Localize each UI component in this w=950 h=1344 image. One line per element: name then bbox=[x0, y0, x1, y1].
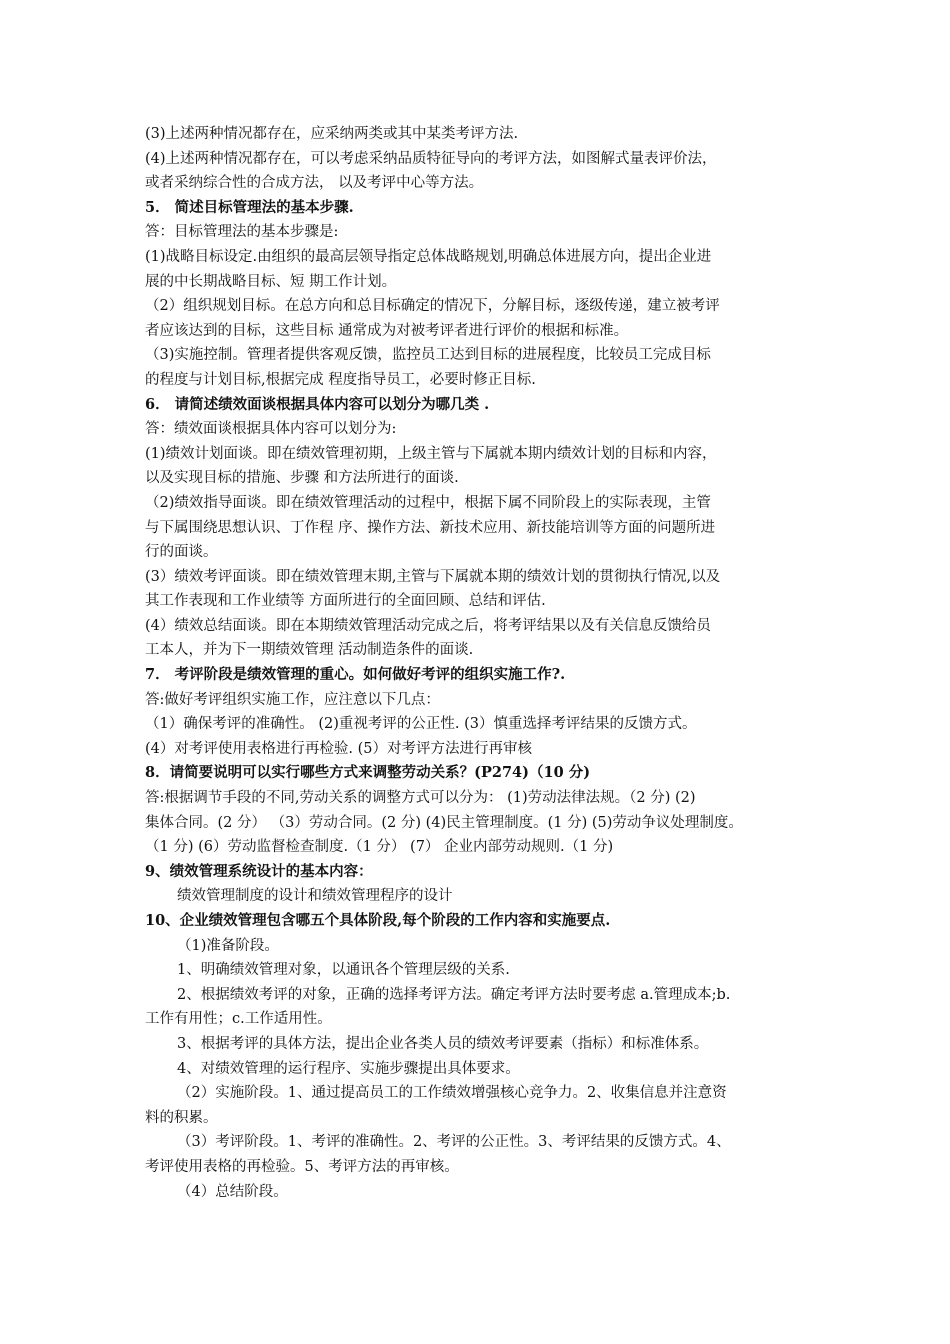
text-line: 1、明确绩效管理对象，以通讯各个管理层级的关系. bbox=[177, 962, 510, 979]
text-line: 集体合同。(2 分） （3）劳动合同。(2 分) (4)民主管理制度。(1 分) (5)劳动争议处理制度。 bbox=[145, 814, 743, 831]
text-line: 其工作表现和工作业绩等 方面所进行的全面回顾、总结和评估. bbox=[145, 593, 546, 610]
text-line: （2）实施阶段。1、通过提高员工的工作绩效增强核心竞争力。2、收集信息并注意资 bbox=[177, 1085, 727, 1102]
text-line: （1)准备阶段。 bbox=[177, 937, 279, 954]
text-line: （1 分) (6）劳动监督检查制度.（1 分） (7） 企业内部劳动规则.（1 分) bbox=[145, 839, 614, 856]
text-line: 工本人，并为下一期绩效管理 活动制造条件的面谈. bbox=[145, 642, 474, 659]
text-line: （1）确保考评的准确性。 (2)重视考评的公正性. (3）慎重选择考评结果的反馈方式。 bbox=[145, 716, 697, 733]
text-line: (3)上述两种情况都存在，应采纳两类或其中某类考评方法. bbox=[145, 126, 519, 142]
question-heading: 7． 考评阶段是绩效管理的重心。如何做好考评的组织实施工作?. bbox=[145, 666, 566, 684]
text-line: (4）绩效总结面谈。即在本期绩效管理活动完成之后，将考评结果以及有关信息反馈给员 bbox=[145, 617, 711, 634]
text-line: （2）组织规划目标。在总方向和总目标确定的情况下，分解目标，逐级传递，建立被考评 bbox=[145, 298, 720, 315]
text-line: (1)战略目标设定.由组织的最高层领导指定总体战略规划,明确总体进展方向，提出企业进 bbox=[145, 248, 712, 265]
text-line: （3）考评阶段。1、考评的准确性。2、考评的公正性。3、考评结果的反馈方式。4、 bbox=[177, 1134, 731, 1151]
text-line: 工作有用性；c.工作适用性。 bbox=[145, 1011, 332, 1028]
text-line: （3)实施控制。管理者提供客观反馈，监控员工达到目标的进展程度，比较员工完成目标 bbox=[145, 347, 711, 364]
text-line: 答:做好考评组织实施工作，应注意以下几点： bbox=[145, 691, 440, 708]
text-line: (1)绩效计划面谈。即在绩效管理初期，上级主管与下属就本期内绩效计划的目标和内容， bbox=[145, 445, 717, 462]
text-line: 答：绩效面谈根据具体内容可以划分为: bbox=[145, 421, 397, 438]
text-line: (4)上述两种情况都存在，可以考虑采纳品质特征导向的考评方法，如图解式量表评价法， bbox=[145, 150, 717, 167]
text-line: 或者采纳综合性的合成方法， 以及考评中心等方法。 bbox=[145, 175, 484, 192]
text-line: (4）对考评使用表格进行再检验. (5）对考评方法进行再审核 bbox=[145, 740, 532, 757]
text-line: 的程度与计划目标,根据完成 程度指导员工，必要时修正目标. bbox=[145, 371, 536, 388]
text-line: 考评使用表格的再检验。5、考评方法的再审核。 bbox=[145, 1158, 459, 1175]
document-page bbox=[145, 122, 825, 1204]
text-line: 答:根据调节手段的不同,劳动关系的调整方式可以分为： (1)劳动法律法规。（2 分) (2) bbox=[145, 790, 696, 807]
text-line: 者应该达到的目标，这些目标 通常成为对被考评者进行评价的根据和标准。 bbox=[145, 322, 629, 339]
text-line: 与下属围绕思想认识、丁作程 序、操作方法、新技术应用、新技能培训等方面的问题所进 bbox=[145, 519, 716, 536]
text-line: （2)绩效指导面谈。即在绩效管理活动的过程中，根据下属不同阶段上的实际表现，主管 bbox=[145, 494, 711, 511]
text-line: 绩效管理制度的设计和绩效管理程序的设计 bbox=[177, 888, 453, 905]
text-line: (3）绩效考评面谈。即在绩效管理末期,主管与下属就本期的绩效计划的贯彻执行情况,以及 bbox=[145, 568, 721, 585]
text-line: 4、对绩效管理的运行程序、实施步骤提出具体要求。 bbox=[177, 1060, 520, 1077]
text-line: 行的面谈。 bbox=[145, 544, 218, 561]
question-heading: 10、企业绩效管理包含哪五个具体阶段,每个阶段的工作内容和实施要点. bbox=[145, 912, 611, 929]
question-heading: 8．请简要说明可以实行哪些方式来调整劳动关系？(P274)（10 分) bbox=[145, 764, 591, 782]
text-line: （4）总结阶段。 bbox=[177, 1183, 288, 1200]
question-heading: 5． 简述目标管理法的基本步骤. bbox=[145, 198, 354, 216]
question-heading: 9、绩效管理系统设计的基本内容： bbox=[145, 862, 373, 880]
text-line: 料的积累。 bbox=[145, 1109, 218, 1126]
text-line: 答：目标管理法的基本步骤是: bbox=[145, 224, 339, 241]
text-line: 2、根据绩效考评的对象，正确的选择考评方法。确定考评方法时要考虑 a.管理成本;b. bbox=[177, 986, 731, 1003]
text-line: 3、根据考评的具体方法，提出企业各类人员的绩效考评要素（指标）和标准体系。 bbox=[177, 1035, 709, 1052]
text-line: 展的中长期战略目标、短 期工作计划。 bbox=[145, 273, 397, 290]
text-line: 以及实现目标的措施、步骤 和方法所进行的面谈. bbox=[145, 470, 459, 487]
question-heading: 6． 请简述绩效面谈根据具体内容可以划分为哪几类 . bbox=[145, 395, 490, 413]
